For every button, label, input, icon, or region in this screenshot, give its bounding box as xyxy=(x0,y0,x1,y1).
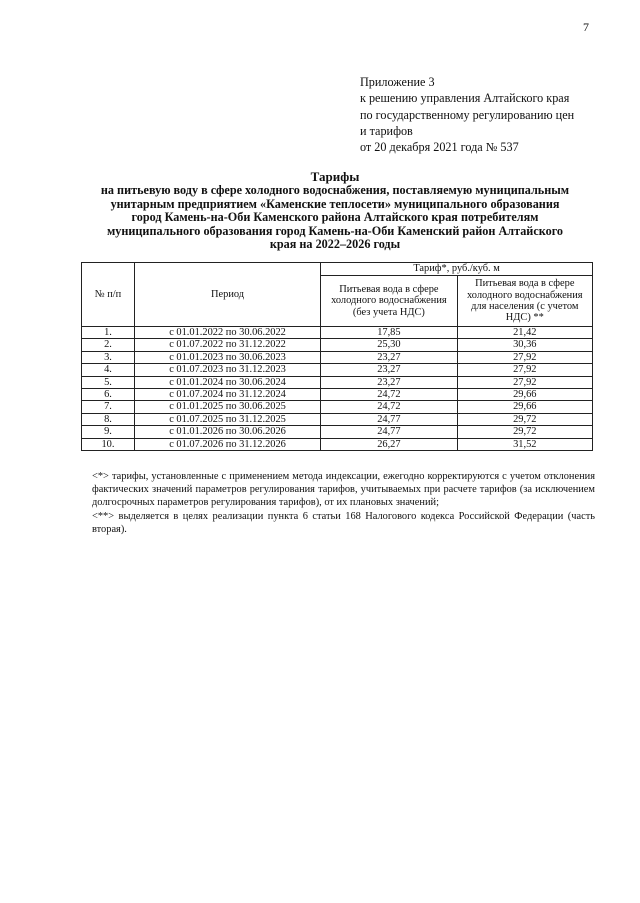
table-row xyxy=(82,413,593,425)
row-tariff-with-vat: 29,66 xyxy=(457,389,592,401)
tariff-table xyxy=(81,262,593,451)
row-period: с 01.07.2025 по 31.12.2025 xyxy=(134,413,320,425)
row-period: с 01.07.2023 по 31.12.2023 xyxy=(134,364,320,376)
title-line: унитарным предприятием «Каменские теплосети» муниципального образования xyxy=(110,196,560,211)
row-num: 1. xyxy=(82,327,135,339)
header-num: № п/п xyxy=(82,263,135,327)
table-row xyxy=(82,438,593,450)
title-heading: Тарифы xyxy=(310,169,360,184)
row-tariff-without-vat: 23,27 xyxy=(321,376,457,388)
row-tariff-with-vat: 31,52 xyxy=(457,438,592,450)
footnote-vat: <**> выделяется в целях реализации пункта 6 статьи 168 Налогового кодекса Российской Федерации (часть вторая). xyxy=(92,510,595,535)
title-line: на питьевую воду в сфере холодного водоснабжения, поставляемую муниципальным xyxy=(100,183,570,197)
row-period: с 01.01.2025 по 30.06.2025 xyxy=(134,401,320,413)
row-num: 3. xyxy=(82,351,135,363)
appendix-line: от 20 декабря 2021 года № 537 xyxy=(360,140,519,155)
row-tariff-without-vat: 23,27 xyxy=(321,351,457,363)
row-tariff-with-vat: 29,72 xyxy=(457,413,592,425)
row-period: с 01.01.2023 по 30.06.2023 xyxy=(134,351,320,363)
row-period: с 01.01.2024 по 30.06.2024 xyxy=(134,376,320,388)
table-row xyxy=(82,426,593,438)
row-num: 4. xyxy=(82,364,135,376)
row-tariff-with-vat: 29,72 xyxy=(457,426,592,438)
footnotes xyxy=(92,470,595,536)
page-number: 7 xyxy=(583,20,589,34)
footnote-indexation: <*> тарифы, установленные с применением метода индексации, ежегодно корректируются с учетом отклонения фактических значений параметров регулирования тарифов, учитываемых при расчете тарифов (за исключением долгосрочных параметров регулирования тарифов), от их плановых значений; xyxy=(92,471,595,509)
appendix-line: к решению управления Алтайского края xyxy=(360,91,570,106)
row-tariff-with-vat: 21,42 xyxy=(457,327,592,339)
table-row xyxy=(82,351,593,363)
row-tariff-without-vat: 26,27 xyxy=(321,438,457,450)
row-tariff-without-vat: 17,85 xyxy=(321,327,457,339)
row-tariff-with-vat: 30,36 xyxy=(457,339,592,351)
header-tariff: Тариф*, руб./куб. м xyxy=(321,263,593,276)
document-title xyxy=(70,169,600,252)
appendix-block xyxy=(360,74,574,155)
row-tariff-with-vat: 29,66 xyxy=(457,401,592,413)
row-num: 8. xyxy=(82,413,135,425)
row-period: с 01.07.2024 по 31.12.2024 xyxy=(134,389,320,401)
appendix-line: и тарифов xyxy=(360,123,413,138)
row-tariff-with-vat: 27,92 xyxy=(457,376,592,388)
title-line: город Камень-на-Оби Каменского района Алтайского края потребителям xyxy=(131,210,539,225)
row-num: 9. xyxy=(82,426,135,438)
table-row xyxy=(82,401,593,413)
row-tariff-without-vat: 25,30 xyxy=(321,339,457,351)
row-period: с 01.01.2026 по 30.06.2026 xyxy=(134,426,320,438)
appendix-line: Приложение 3 xyxy=(360,75,435,89)
appendix-line: по государственному регулированию цен xyxy=(360,107,575,122)
row-period: с 01.07.2026 по 31.12.2026 xyxy=(134,438,320,450)
header-col-with-vat: Питьевая вода в сфере холодного водоснабжения для населения (с учетом НДС) ** xyxy=(457,276,592,327)
row-tariff-without-vat: 24,72 xyxy=(321,389,457,401)
row-period: с 01.01.2022 по 30.06.2022 xyxy=(134,327,320,339)
row-tariff-without-vat: 23,27 xyxy=(321,364,457,376)
table-row xyxy=(82,339,593,351)
row-period: с 01.07.2022 по 31.12.2022 xyxy=(134,339,320,351)
row-tariff-without-vat: 24,72 xyxy=(321,401,457,413)
row-tariff-without-vat: 24,77 xyxy=(321,426,457,438)
header-period: Период xyxy=(134,263,320,327)
row-num: 10. xyxy=(82,438,135,450)
row-tariff-with-vat: 27,92 xyxy=(457,364,592,376)
row-num: 7. xyxy=(82,401,135,413)
row-num: 6. xyxy=(82,389,135,401)
title-line: края на 2022–2026 годы xyxy=(269,237,401,252)
header-col-without-vat: Питьевая вода в сфере холодного водоснабжения (без учета НДС) xyxy=(321,276,457,327)
table-row xyxy=(82,364,593,376)
table-row xyxy=(82,389,593,401)
title-line: муниципального образования город Камень-на-Оби Каменский район Алтайского xyxy=(106,223,564,238)
table-row xyxy=(82,327,593,339)
row-num: 2. xyxy=(82,339,135,351)
row-tariff-with-vat: 27,92 xyxy=(457,351,592,363)
table-row xyxy=(82,376,593,388)
row-num: 5. xyxy=(82,376,135,388)
row-tariff-without-vat: 24,77 xyxy=(321,413,457,425)
